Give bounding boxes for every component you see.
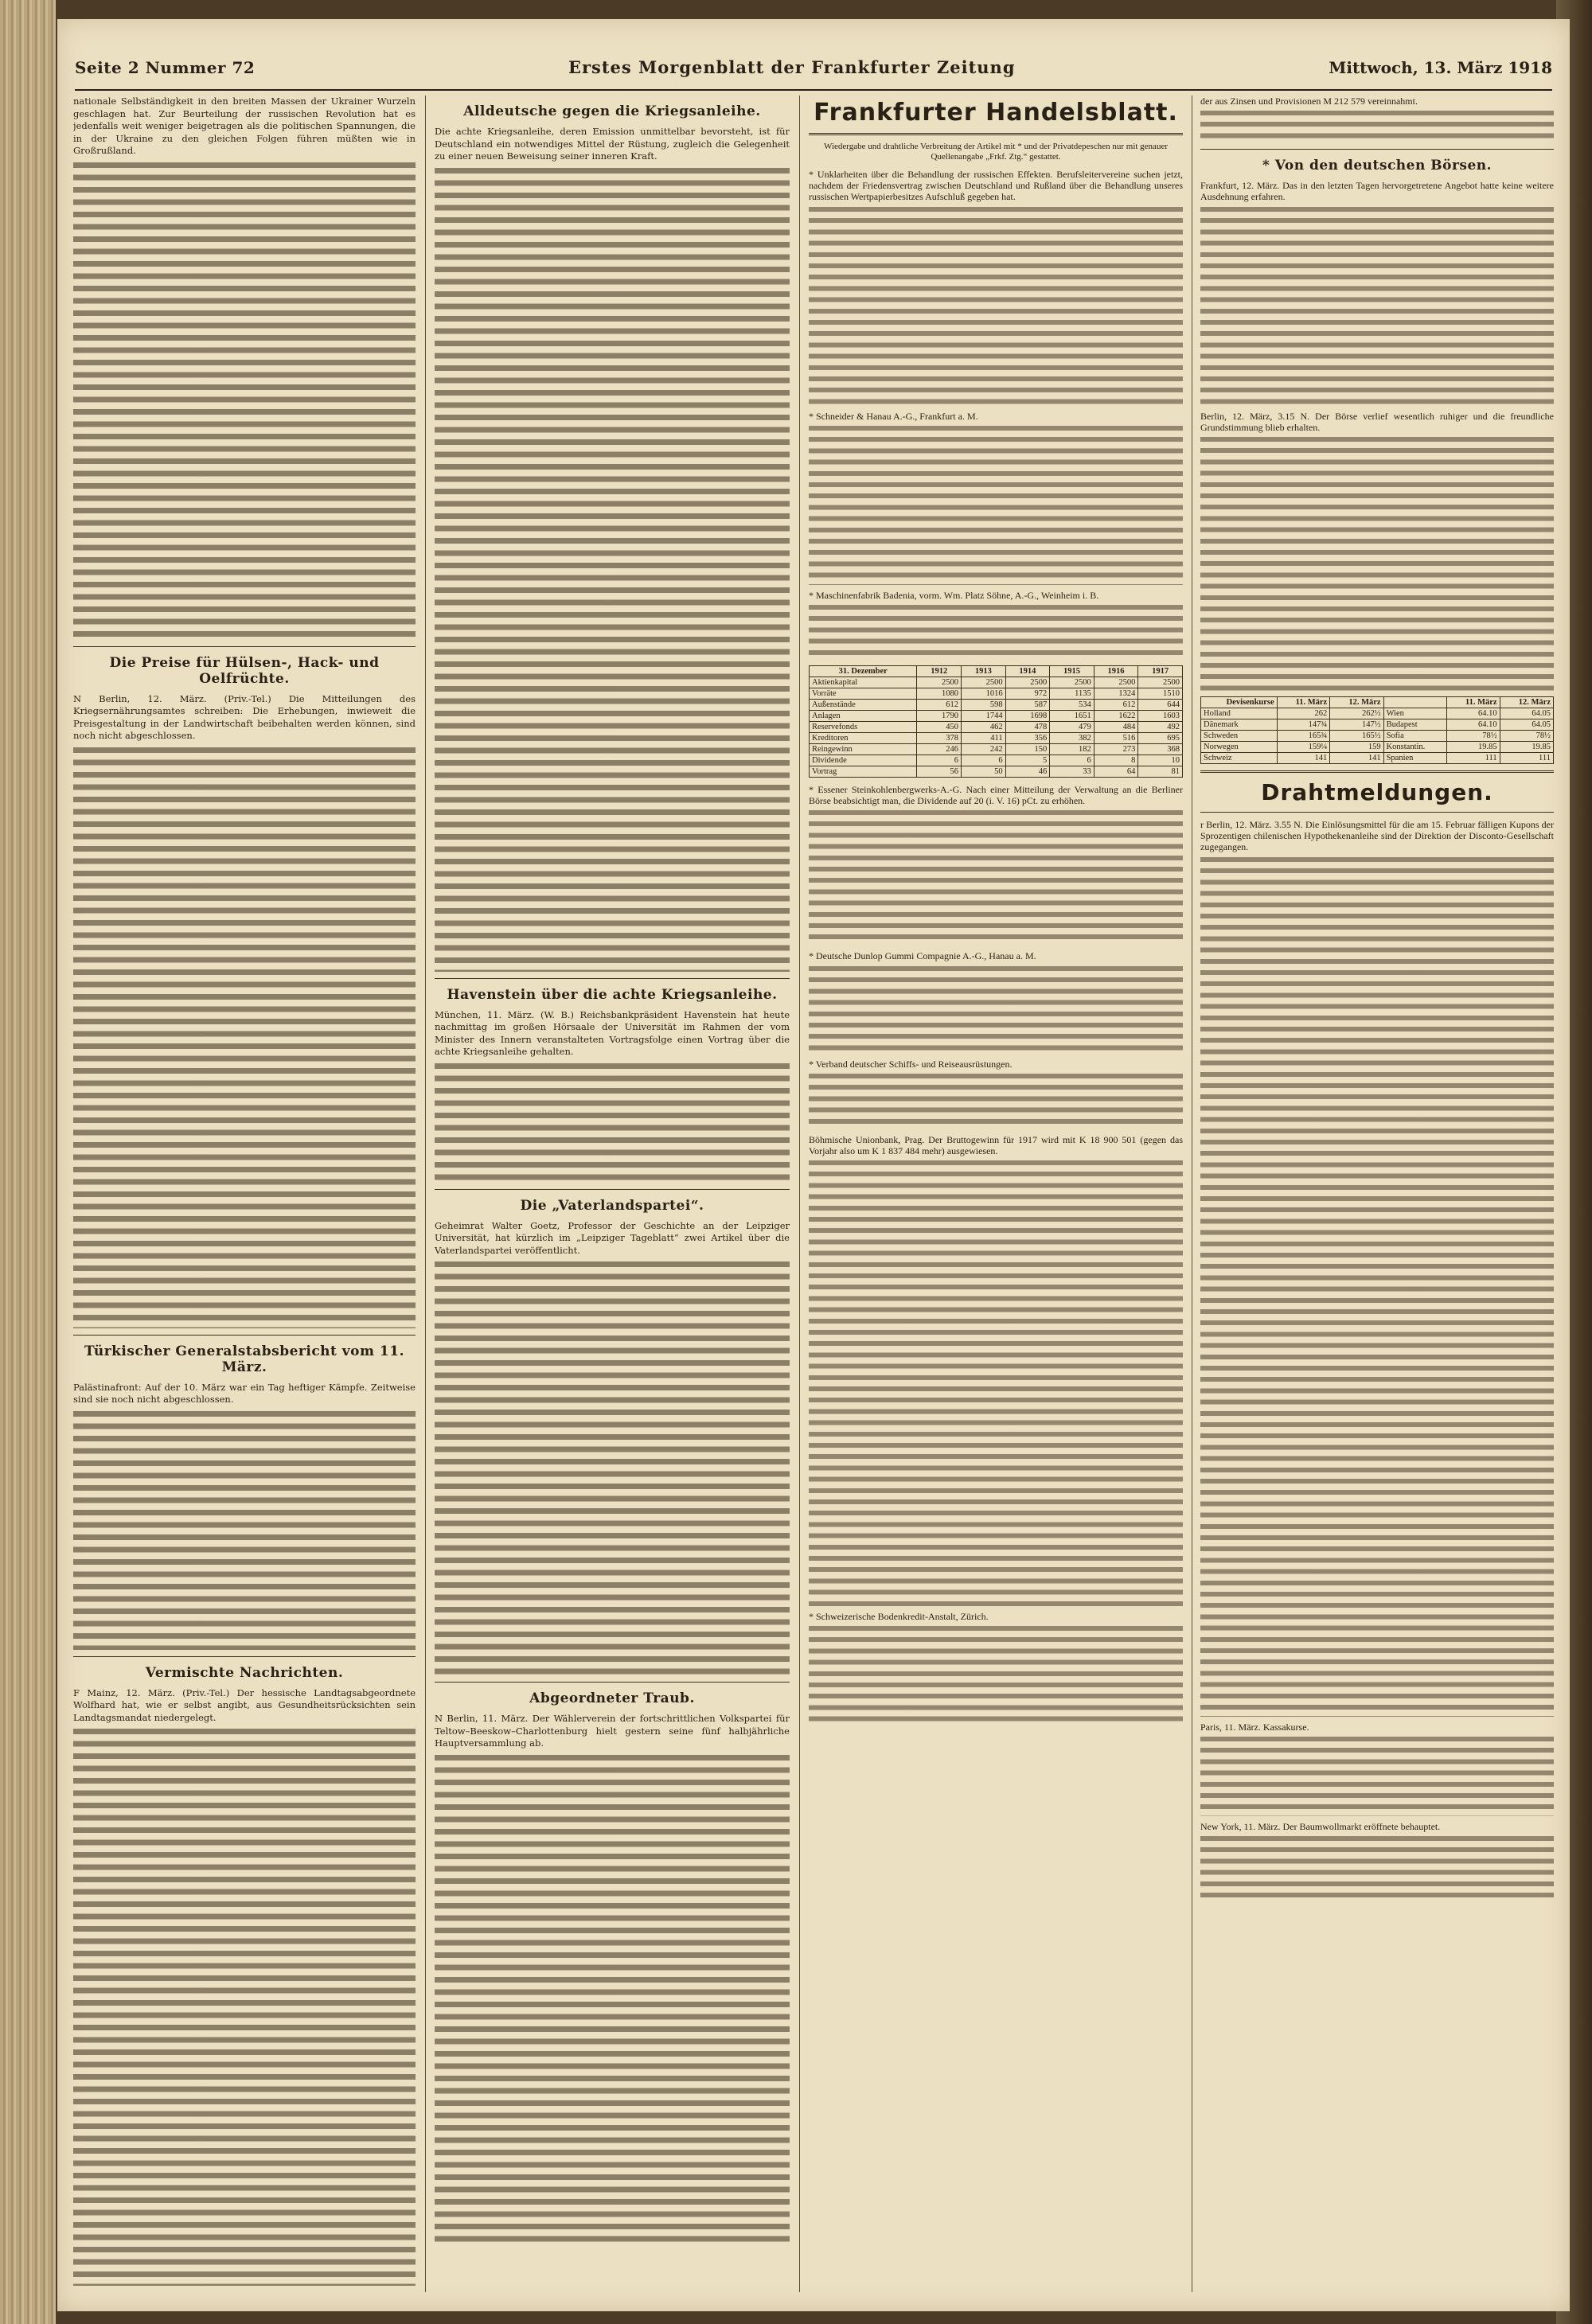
table-cell: Dänemark	[1201, 719, 1278, 731]
table-header-cell: 1913	[962, 666, 1006, 677]
table-cell: Außenstände	[810, 700, 917, 711]
article-lead: * Unklarheiten über die Behandlung der russischen Effekten. Berufsleitervereine suchen jetzt, nachdem der Friedensvertrag zwischen Deutschland und Rußland über die Behandlung unseres russischen Wertpapierbesitzes Aufschluß gegeben hat.	[809, 169, 1183, 203]
table-cell: Aktienkapital	[810, 677, 917, 688]
section-title: Drahtmeldungen.	[1261, 779, 1493, 806]
article-body	[809, 966, 1183, 1054]
table-cell: 612	[917, 700, 962, 711]
article-body	[1200, 111, 1554, 142]
table-cell: 33	[1050, 766, 1094, 778]
table-header-cell: 1914	[1005, 666, 1050, 677]
table-cell: 19.85	[1447, 742, 1500, 753]
table-cell: 182	[1050, 744, 1094, 755]
article-lead: Palästinafront: Auf der 10. März war ein Tag heftiger Kämpfe. Zeitweise sind sie noch nicht abgeschlossen.	[73, 1381, 416, 1405]
article-lead: * Deutsche Dunlop Gummi Compagnie A.-G., Hanau a. M.	[809, 950, 1036, 962]
article-heading: Abgeordneter Traub.	[529, 1690, 695, 1706]
article-body	[809, 1160, 1183, 1606]
article-heading: Vermischte Nachrichten.	[145, 1664, 344, 1681]
table-cell: 78½	[1447, 731, 1500, 742]
article-lead: Böhmische Unionbank, Prag. Der Bruttogewinn für 1917 wird mit K 18 900 501 (gegen das Vorjahr also um K 1 837 484 mehr) ausgewiesen.	[809, 1133, 1183, 1157]
column-2	[435, 96, 790, 2292]
table-cell: 2500	[962, 677, 1006, 688]
column-4	[1200, 96, 1554, 2292]
table-cell: 165½	[1330, 731, 1383, 742]
table-cell: 516	[1094, 733, 1138, 744]
article-lead: * Schneider & Hanau A.-G., Frankfurt a. M.	[809, 410, 978, 422]
table-cell: 165¾	[1277, 731, 1330, 742]
table-cell: 1622	[1094, 711, 1138, 722]
table-cell: 1744	[962, 711, 1006, 722]
table-cell: 147½	[1330, 719, 1383, 731]
table-body	[810, 677, 1183, 778]
article-lead: Geheimrat Walter Goetz, Professor der Geschichte an der Leipziger Universität, hat kürzlich im „Leipziger Tageblatt“ zwei Artikel über die Vaterlandspartei veröffentlicht.	[435, 1219, 790, 1256]
divider	[73, 1335, 416, 1336]
table-cell: 111	[1500, 753, 1553, 764]
table-header-cell: 1912	[917, 666, 962, 677]
divider	[809, 133, 1183, 135]
article-lead: F Mainz, 12. März. (Priv.-Tel.) Der hessische Landtagsabgeordnete Wolfhard hat, wie er selbst angibt, aus Gesundheitsrücksichten sein Landtagsmandat niedergelegt.	[73, 1686, 416, 1723]
table-cell: Norwegen	[1201, 742, 1278, 753]
article-body	[435, 1063, 790, 1183]
article-heading: * Von den deutschen Börsen.	[1262, 158, 1492, 174]
table-header-row	[1201, 697, 1554, 708]
article-body	[809, 810, 1183, 946]
article-heading: Die „Vaterlandspartei“.	[520, 1197, 704, 1214]
table-cell: 56	[917, 766, 962, 778]
article-body	[1200, 1737, 1554, 1816]
table-cell: 246	[917, 744, 962, 755]
table-header-cell: 11. März	[1277, 697, 1330, 708]
article-heading: Havenstein über die achte Kriegsanleihe.	[447, 986, 778, 1003]
table-cell: Budapest	[1383, 719, 1446, 731]
table-cell: 411	[962, 733, 1006, 744]
table-cell: 273	[1094, 744, 1138, 755]
table-cell: 484	[1094, 722, 1138, 733]
page-number: Seite 2 Nummer 72	[75, 58, 256, 77]
table-cell: Vorräte	[810, 688, 917, 700]
table-body	[1201, 708, 1554, 764]
article-body	[73, 1411, 416, 1650]
table-cell: 368	[1138, 744, 1183, 755]
article-lead: Die achte Kriegsanleihe, deren Emission unmittelbar bevorsteht, ist für Deutschland ein notwendiges Mittel der Rüstung, zugleich die Gelegenheit zu einer neuen Beweisung seiner inneren Kraft.	[435, 126, 790, 162]
table-cell: 695	[1138, 733, 1183, 744]
article-body	[809, 1626, 1183, 1722]
table-header-cell	[1383, 697, 1446, 708]
table-cell: Sofia	[1383, 731, 1446, 742]
table-cell: 534	[1050, 700, 1094, 711]
article-lead: New York, 11. März. Der Baumwollmarkt eröffnete behauptet.	[1200, 1820, 1441, 1832]
article-lead: N Berlin, 11. März. Der Wählerverein der fortschrittlichen Volkspartei für Teltow–Beeskow–Charlottenburg hielt gestern seine fünf halbjährliche Hauptversammlung ab.	[435, 1713, 790, 1749]
table-cell: 159¼	[1277, 742, 1330, 753]
table-cell: 2500	[1138, 677, 1183, 688]
column-3	[809, 96, 1183, 2292]
table-row	[1201, 731, 1554, 742]
table-row	[1201, 719, 1554, 731]
table-cell: Holland	[1201, 708, 1278, 719]
table-cell: 644	[1138, 700, 1183, 711]
divider	[435, 1189, 790, 1190]
article-body	[1200, 437, 1554, 692]
table-row	[810, 711, 1183, 722]
column-1	[73, 96, 416, 2292]
table-cell: 972	[1005, 688, 1050, 700]
article-body	[809, 1074, 1183, 1129]
table-header-cell: 12. März	[1330, 697, 1383, 708]
article-lead: * Schweizerische Bodenkredit-Anstalt, Zürich.	[809, 1611, 989, 1623]
table-cell: 2500	[917, 677, 962, 688]
table-header-cell: Devisenkurse	[1201, 697, 1278, 708]
article-body	[809, 426, 1183, 585]
table-cell: 262	[1277, 708, 1330, 719]
divider	[435, 1682, 790, 1683]
table-cell: 1698	[1005, 711, 1050, 722]
table-cell: 141	[1277, 753, 1330, 764]
table-row	[1201, 742, 1554, 753]
table-row	[1201, 708, 1554, 719]
table-cell: 242	[962, 744, 1006, 755]
table-cell: 1790	[917, 711, 962, 722]
table-cell: 147¾	[1277, 719, 1330, 731]
table-cell: 19.85	[1500, 742, 1553, 753]
table-cell: 46	[1005, 766, 1050, 778]
table-cell: 6	[917, 755, 962, 766]
table-cell: 81	[1138, 766, 1183, 778]
table-header-cell: 1917	[1138, 666, 1183, 677]
table-cell: 8	[1094, 755, 1138, 766]
table-cell: Vortrag	[810, 766, 917, 778]
article-body	[1200, 857, 1554, 1717]
article-lead: * Essener Steinkohlenbergwerks-A.-G. Nach einer Mitteilung der Verwaltung an die Berliner Börse beabsichtigt man, die Dividende auf 20 (i. V. 16) pCt. zu erhöhen.	[809, 784, 1183, 807]
table-cell: 356	[1005, 733, 1050, 744]
table-cell: 2500	[1050, 677, 1094, 688]
table-cell: Schweiz	[1201, 753, 1278, 764]
article-lead: * Verband deutscher Schiffs- und Reiseausrüstungen.	[809, 1058, 1013, 1070]
column-rule	[425, 96, 426, 2292]
article-body	[435, 1261, 790, 1675]
table-cell: 6	[962, 755, 1006, 766]
table-cell: 150	[1005, 744, 1050, 755]
article-lead: München, 11. März. (W. B.) Reichsbankpräsident Havenstein hat heute nachmittag im großen Hörsaale der Universität im Rahmen der vom Minister des Innern veranstalteten Vortragsfolge einen Vortrag über die achte Kriegsanleihe gehalten.	[435, 1008, 790, 1057]
table-header-cell: 12. März	[1500, 697, 1553, 708]
table-cell: 479	[1050, 722, 1094, 733]
table-header-cell: 11. März	[1447, 697, 1500, 708]
table-cell: 6	[1050, 755, 1094, 766]
article-heading: Türkischer Generalstabsbericht vom 11. März.	[84, 1343, 404, 1375]
article-body	[435, 168, 790, 972]
table-cell: Wien	[1383, 708, 1446, 719]
table-cell: 587	[1005, 700, 1050, 711]
table-row	[810, 766, 1183, 778]
table-cell: 78½	[1500, 731, 1553, 742]
table-row	[810, 722, 1183, 733]
divider	[73, 646, 416, 647]
table-cell: 492	[1138, 722, 1183, 733]
table-cell: 64	[1094, 766, 1138, 778]
table-cell: Schweden	[1201, 731, 1278, 742]
table-row	[1201, 753, 1554, 764]
article-body	[1200, 207, 1554, 406]
article-intro: nationale Selbständigkeit in den breiten Massen der Ukrainer Wurzeln geschlagen hat. Zur Beurteilung der russischen Revolution hat es jedenfalls weit weniger beigetragen als die politischen Spannungen, die in der Ukraine zu den gleichen Folgen führen müßten wie in Großrußland.	[73, 96, 416, 156]
section-title: Frankfurter Handelsblatt.	[814, 99, 1178, 127]
table-cell: 450	[917, 722, 962, 733]
table-caption-cell: 31. Dezember	[810, 666, 917, 677]
table-cell: 1324	[1094, 688, 1138, 700]
table-header-row	[810, 666, 1183, 677]
table-row	[810, 733, 1183, 744]
section-subtitle: Wiedergabe und drahtliche Verbreitung der Artikel mit * und der Privatdepeschen nur mit genauer Quellenangabe „Frkf. Ztg.“ gestattet.	[824, 142, 1168, 162]
table-cell: Reingewinn	[810, 744, 917, 755]
table-cell: Dividende	[810, 755, 917, 766]
article-lead: Frankfurt, 12. März. Das in den letzten Tagen hervorgetretene Angebot hatte keine weitere Ausdehnung erfahren.	[1200, 180, 1554, 203]
table-cell: 1016	[962, 688, 1006, 700]
table-cell: 159	[1330, 742, 1383, 753]
article-body	[73, 162, 416, 640]
table-cell: 141	[1330, 753, 1383, 764]
article-body	[1200, 1836, 1554, 1900]
divider	[1200, 770, 1554, 773]
table-cell: 1651	[1050, 711, 1094, 722]
table-cell: 64.05	[1500, 708, 1553, 719]
article-lead: Paris, 11. März. Kassakurse.	[1200, 1721, 1309, 1733]
table-cell: Spanien	[1383, 753, 1446, 764]
table-cell: 1080	[917, 688, 962, 700]
article-lead: * Maschinenfabrik Badenia, vorm. Wm. Platz Söhne, A.-G., Weinheim i. B.	[809, 589, 1099, 601]
divider	[435, 978, 790, 979]
table-row	[810, 744, 1183, 755]
table-cell: 64.10	[1447, 719, 1500, 731]
table-row	[810, 700, 1183, 711]
table-row	[810, 688, 1183, 700]
divider	[1200, 812, 1554, 813]
table-cell: 478	[1005, 722, 1050, 733]
divider	[1200, 149, 1554, 150]
table-header-cell: 1916	[1094, 666, 1138, 677]
article-body	[435, 1755, 790, 2248]
article-body	[73, 747, 416, 1328]
table-cell: 462	[962, 722, 1006, 733]
exchange-rates-table	[1200, 696, 1554, 764]
table-cell: 1603	[1138, 711, 1183, 722]
table-cell: 382	[1050, 733, 1094, 744]
masthead: Erstes Morgenblatt der Frankfurter Zeitung	[568, 57, 1016, 77]
article-lead: r Berlin, 12. März. 3.55 N. Die Einlösungsmittel für die am 15. Februar fälligen Kupons der Sprozentigen chilenischen Hypothekenanleihe sind der Direktion der Disconto-Gesellschaft zugegangen.	[1200, 819, 1554, 853]
book-binding-left	[0, 0, 56, 2324]
column-rule	[799, 96, 800, 2292]
article-body	[809, 207, 1183, 406]
table-cell: 1510	[1138, 688, 1183, 700]
balance-table	[809, 665, 1183, 778]
divider	[73, 1656, 416, 1657]
table-cell: 262½	[1330, 708, 1383, 719]
table-cell: 598	[962, 700, 1006, 711]
table-cell: Anlagen	[810, 711, 917, 722]
table-cell: Konstantin.	[1383, 742, 1446, 753]
table-cell: Kreditoren	[810, 733, 917, 744]
article-lead: N Berlin, 12. März. (Priv.-Tel.) Die Mitteilungen des Kriegsernährungsamtes schreiben: Die Erhebungen, inwieweit die Preisgestaltung in der Landwirtschaft beibehalten werden können, sind noch nicht abgeschlossen.	[73, 692, 416, 741]
table-header-cell: 1915	[1050, 666, 1094, 677]
article-body	[809, 605, 1183, 661]
table-cell: 612	[1094, 700, 1138, 711]
table-cell: 111	[1447, 753, 1500, 764]
table-row	[810, 755, 1183, 766]
issue-date: Mittwoch, 13. März 1918	[1329, 58, 1552, 77]
article-body	[73, 1729, 416, 2286]
table-cell: 378	[917, 733, 962, 744]
table-cell: 10	[1138, 755, 1183, 766]
table-cell: 64.10	[1447, 708, 1500, 719]
article-heading: Alldeutsche gegen die Kriegsanleihe.	[463, 103, 761, 119]
table-cell: 2500	[1094, 677, 1138, 688]
table-cell: 1135	[1050, 688, 1094, 700]
table-cell: 2500	[1005, 677, 1050, 688]
table-cell: 50	[962, 766, 1006, 778]
newspaper-page	[57, 19, 1570, 2311]
article-heading: Die Preise für Hülsen-, Hack- und Oelfrüchte.	[109, 654, 380, 687]
article-intro: der aus Zinsen und Provisionen M 212 579 vereinnahmt.	[1200, 96, 1418, 107]
table-cell: 5	[1005, 755, 1050, 766]
page-header	[75, 57, 1552, 91]
article-lead: Berlin, 12. März, 3.15 N. Der Börse verlief wesentlich ruhiger und die freundliche Grundstimmung blieb erhalten.	[1200, 410, 1554, 433]
table-row	[810, 677, 1183, 688]
table-cell: Reservefonds	[810, 722, 917, 733]
table-cell: 64.05	[1500, 719, 1553, 731]
